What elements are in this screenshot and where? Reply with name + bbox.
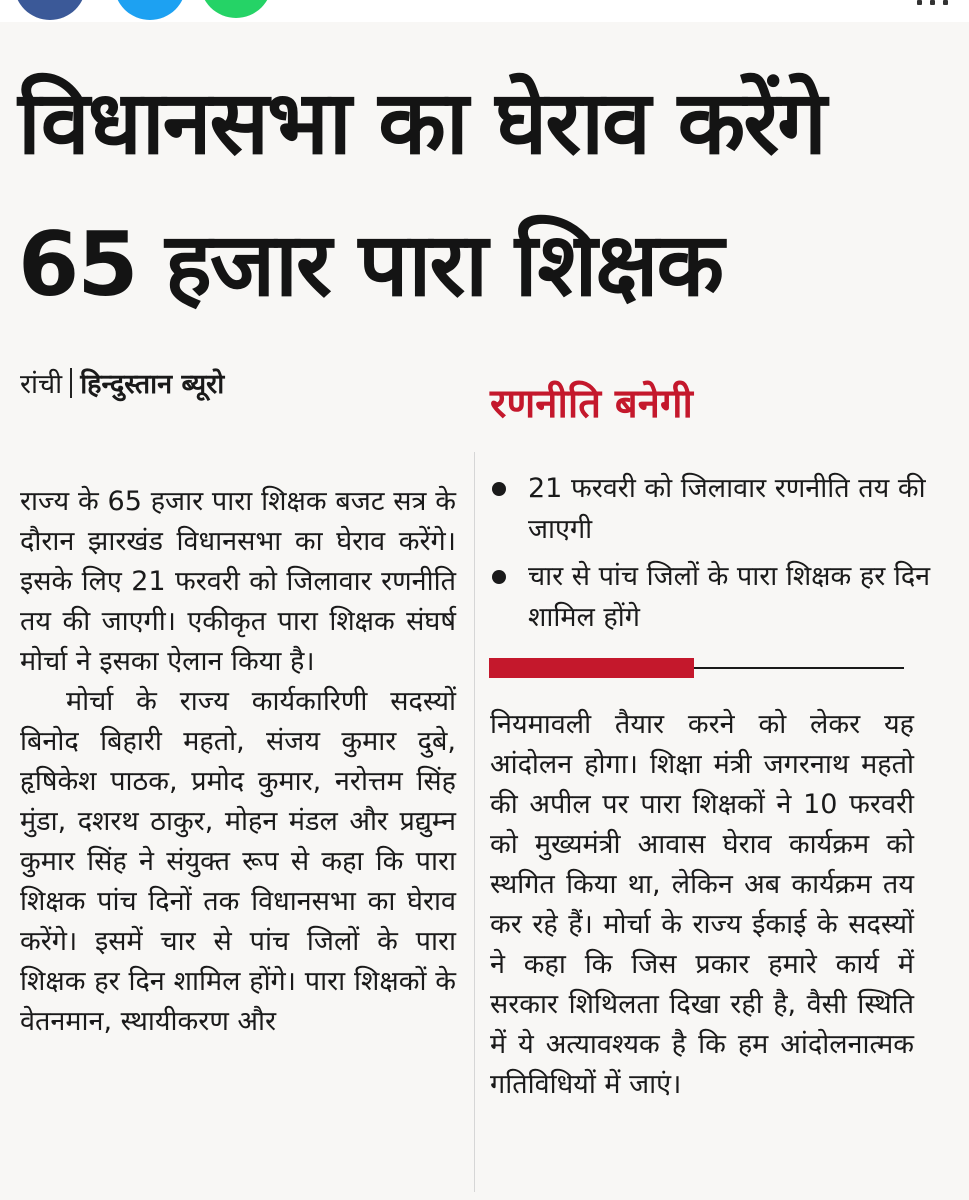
red-divider-bar bbox=[489, 658, 694, 678]
bullet-icon bbox=[492, 570, 506, 584]
byline bbox=[20, 364, 224, 401]
bullet-item bbox=[490, 556, 940, 638]
sidebar-bullets bbox=[490, 468, 940, 644]
whatsapp-icon[interactable] bbox=[200, 0, 272, 18]
paragraph-1: राज्य के 65 हजार पारा शिक्षक बजट सत्र के दौरान झारखंड विधानसभा का घेराव करेंगे। इसके लिए 21 फरवरी को जिलावार रणनीति तय की जाएगी। एकीकृत पारा शिक्षक संघर्ष मोर्चा ने इसका ऐलान किया है। bbox=[20, 486, 456, 677]
bullet-item bbox=[490, 468, 940, 550]
bullet-text: 21 फरवरी को जिलावार रणनीति तय की जाएगी bbox=[528, 473, 926, 545]
article-left-column bbox=[20, 482, 456, 1042]
bureau: हिन्दुस्तान ब्यूरो bbox=[80, 369, 225, 400]
share-bar bbox=[0, 0, 969, 22]
column-divider bbox=[474, 452, 475, 1192]
facebook-icon[interactable] bbox=[14, 0, 86, 20]
bullet-text: चार से पांच जिलों के पारा शिक्षक हर दिन शामिल होंगे bbox=[528, 561, 931, 633]
byline-divider bbox=[70, 368, 72, 398]
paragraph-2: मोर्चा के राज्य कार्यकारिणी सदस्यों बिनोद बिहारी महतो, संजय कुमार दुबे, हृषिकेश पाठक, प्रमोद कुमार, नरोत्तम सिंह मुंडा, दशरथ ठाकुर, मोहन मंडल और प्रद्युम्न कुमार सिंह ने संयुक्त रूप से कहा कि पारा शिक्षक पांच दिनों तक विधानसभा का घेराव करेंगे। इसमें चार से पांच जिलों के पारा शिक्षक हर दिन शामिल होंगे। पारा शिक्षकों के वेतनमान, स्थायीकरण और bbox=[20, 686, 456, 1037]
dateline: रांची bbox=[20, 369, 63, 400]
thin-divider-line bbox=[694, 667, 904, 669]
headline: विधानसभा का घेराव करेंगे 65 हजार पारा शिक्षक bbox=[18, 71, 825, 316]
sidebar-title: रणनीति बनेगी bbox=[490, 381, 693, 427]
bullet-icon bbox=[492, 482, 506, 496]
newspaper-clipping bbox=[0, 22, 969, 1200]
twitter-icon[interactable] bbox=[114, 0, 186, 20]
more-icon[interactable] bbox=[913, 0, 953, 8]
paragraph-3: नियमावली तैयार करने को लेकर यह आंदोलन होगा। शिक्षा मंत्री जगरनाथ महतो की अपील पर पारा शिक्षकों ने 10 फरवरी को मुख्यमंत्री आवास घेराव कार्यक्रम को स्थगित किया था, लेकिन अब कार्यक्रम तय कर रहे हैं। मोर्चा के राज्य ईकाई के सदस्यों ने कहा कि जिस प्रकार हमारे कार्य में सरकार शिथिलता दिखा रही है, वैसी स्थिति में ये अत्यावश्यक है कि हम आंदोलनात्मक गतिविधियों में जाएं। bbox=[490, 709, 914, 1100]
article-right-column bbox=[490, 705, 914, 1105]
